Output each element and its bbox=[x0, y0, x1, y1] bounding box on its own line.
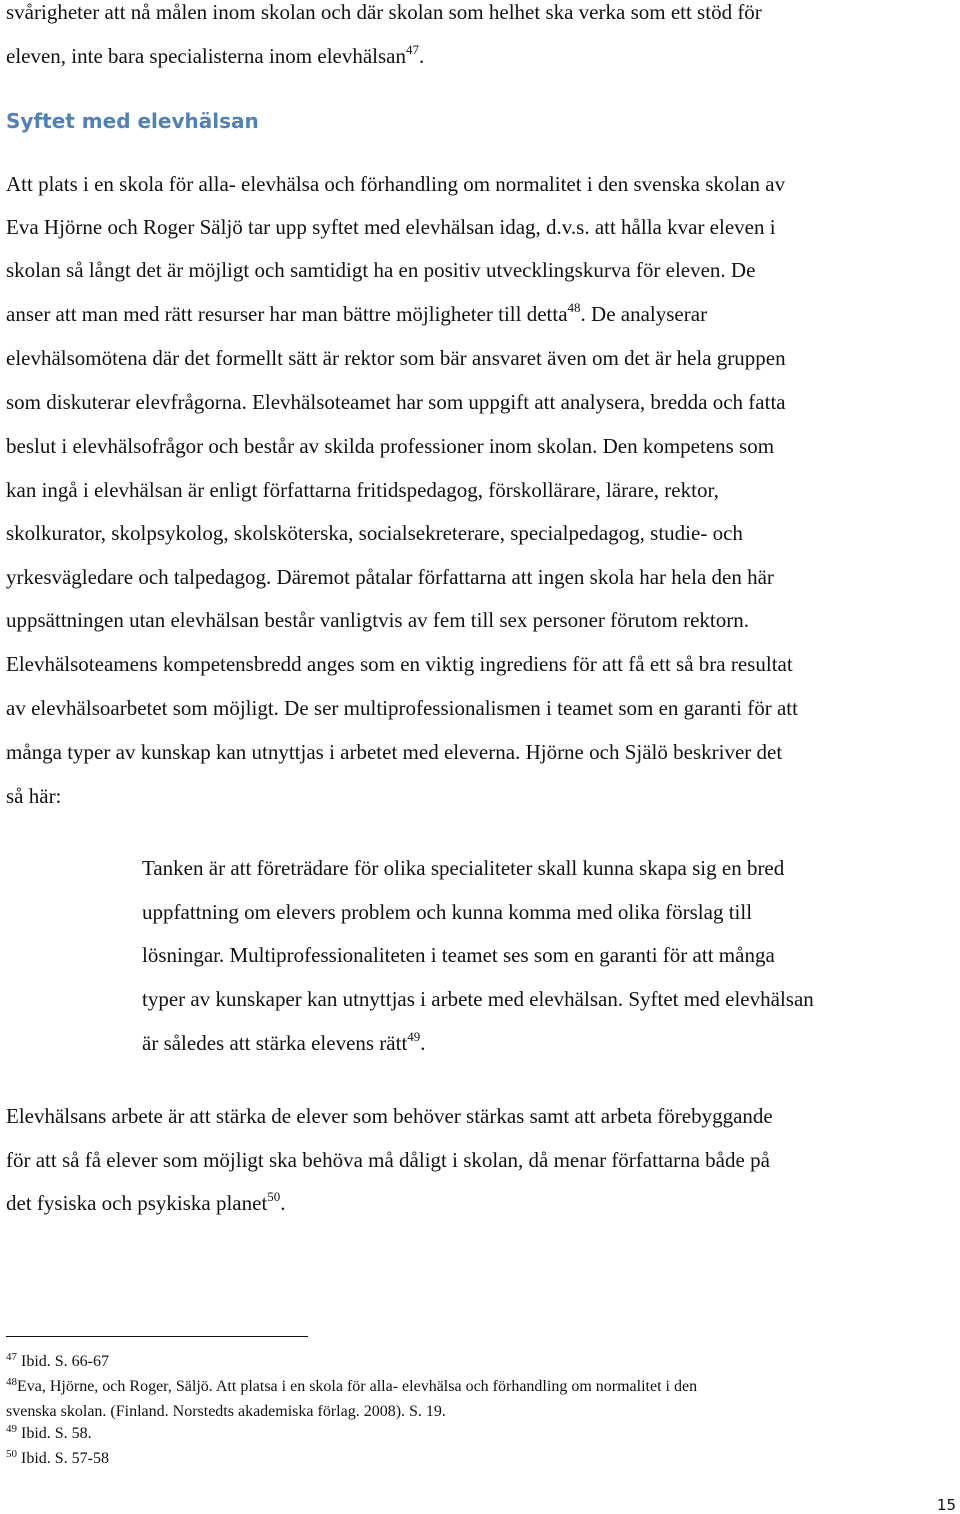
page-number: 15 bbox=[936, 1496, 956, 1514]
paragraph-line: så här: bbox=[6, 784, 62, 808]
intro-line-1: svårigheter att nå målen inom skolan och där skolan som helhet ska verka som ett stöd för bbox=[6, 0, 762, 24]
paragraph-line: yrkesvägledare och talpedagog. Däremot påtalar författarna att ingen skola har hela den här bbox=[6, 565, 774, 589]
paragraph-line: anser att man med rätt resurser har man bättre möjligheter till detta$^{48}$. De analyserar bbox=[6, 300, 708, 326]
footnote-48-continued: svenska skolan. (Finland. Norstedts akademiska förlag. 2008). S. 19. bbox=[6, 1403, 446, 1420]
quote-line: Tanken är att företrädare för olika specialiteter skall kunna skapa sig en bred bbox=[142, 856, 785, 880]
paragraph-line: av elevhälsoarbetet som möjligt. De ser multiprofessionalismen i teamet som en garanti för att bbox=[6, 696, 798, 720]
paragraph-line: det fysiska och psykiska planet$^{50}$. bbox=[6, 1189, 286, 1215]
quote-line: uppfattning om elevers problem och kunna komma med olika förslag till bbox=[142, 900, 753, 924]
paragraph-line: Elevhälsans arbete är att stärka de elever som behöver stärkas samt att arbeta förebyggande bbox=[6, 1104, 773, 1128]
paragraph-line: Elevhälsoteamens kompetensbredd anges som en viktig ingrediens för att få ett så bra resultat bbox=[6, 652, 793, 676]
footnote-47: $^{47}$ Ibid. S. 66-67 bbox=[6, 1351, 109, 1370]
footnote-ref-49[interactable]: 49 bbox=[407, 1029, 421, 1044]
intro-line-2: eleven, inte bara specialisterna inom elevhälsan$^{47}$. bbox=[6, 42, 425, 68]
quote-line: lösningar. Multiprofessionaliteten i teamet ses som en garanti för att många bbox=[142, 943, 775, 967]
quote-line: typer av kunskaper kan utnyttjas i arbete med elevhälsan. Syftet med elevhälsan bbox=[142, 987, 814, 1011]
footnote-ref-50[interactable]: 50 bbox=[267, 1189, 281, 1204]
paragraph-line: skolkurator, skolpsykolog, skolsköterska, socialsekreterare, specialpedagog, studie- och bbox=[6, 521, 743, 545]
footnote-ref-48[interactable]: 48 bbox=[567, 300, 581, 315]
paragraph-line: för att så få elever som möjligt ska behöva må dåligt i skolan, då menar författarna både på bbox=[6, 1148, 770, 1172]
footnote-49: $^{49}$ Ibid. S. 58. bbox=[6, 1423, 92, 1442]
paragraph-line: beslut i elevhälsofrågor och består av skilda professioner inom skolan. Den kompetens som bbox=[6, 434, 775, 458]
paragraph-line: Eva Hjörne och Roger Säljö tar upp syftet med elevhälsan idag, d.v.s. att hålla kvar eleven i bbox=[6, 215, 776, 239]
paragraph-line: som diskuterar elevfrågorna. Elevhälsoteamet har som uppgift att analysera, bredda och fatta bbox=[6, 390, 786, 414]
paragraph-line: elevhälsomötena där det formellt sätt är rektor som bär ansvaret även om det är hela gruppen bbox=[6, 346, 786, 370]
paragraph-line: skolan så långt det är möjligt och samtidigt ha en positiv utvecklingskurva för eleven. De bbox=[6, 258, 756, 282]
paragraph-line: kan ingå i elevhälsan är enligt författarna fritidspedagog, förskollärare, lärare, rektor, bbox=[6, 478, 719, 502]
footnote-separator bbox=[6, 1336, 308, 1337]
footnote-48: $^{48}$Eva, Hjörne, och Roger, Säljö. Att platsa i en skola för alla- elevhälsa och förhandling om normalitet i den bbox=[6, 1376, 698, 1395]
footnote-50: $^{50}$ Ibid. S. 57-58 bbox=[6, 1448, 109, 1467]
section-heading: Syftet med elevhälsan bbox=[6, 109, 259, 133]
paragraph-line: uppsättningen utan elevhälsan består vanligtvis av fem till sex personer förutom rektorn. bbox=[6, 608, 749, 632]
paragraph-line: Att plats i en skola för alla- elevhälsa och förhandling om normalitet i den svenska skolan av bbox=[6, 172, 786, 196]
footnote-ref-47[interactable]: 47 bbox=[406, 42, 419, 57]
paragraph-line: många typer av kunskap kan utnyttjas i arbetet med eleverna. Hjörne och Själö beskriver det bbox=[6, 740, 783, 764]
quote-line: är således att stärka elevens rätt$^{49}$. bbox=[142, 1029, 426, 1055]
